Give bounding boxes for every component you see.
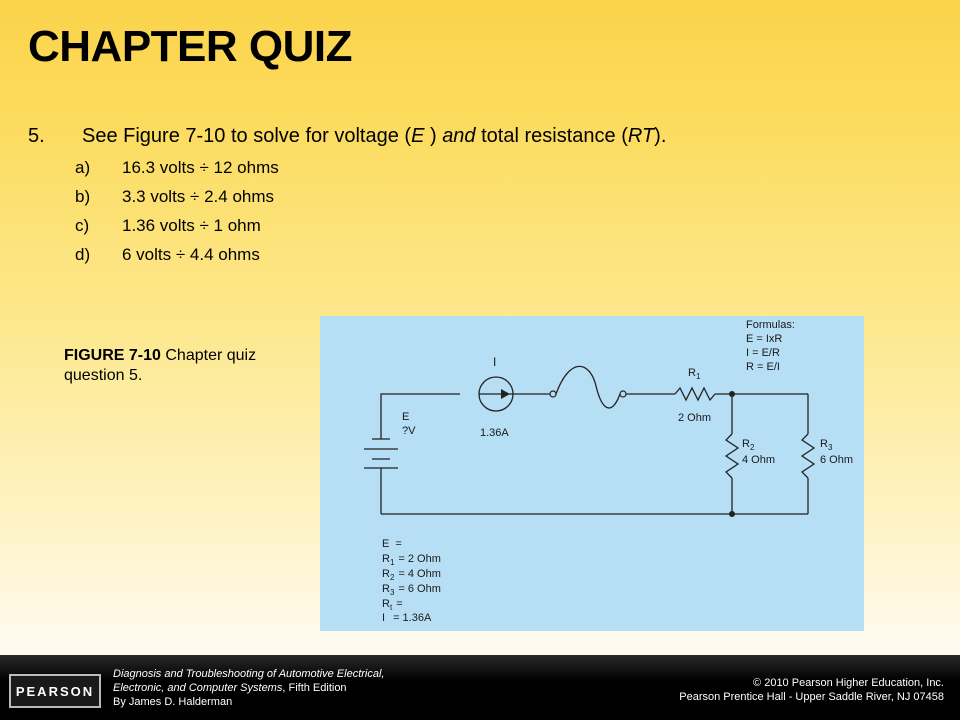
answer-text: 16.3 volts ÷ 12 ohms xyxy=(122,158,279,177)
circuit-diagram xyxy=(320,316,864,631)
circuit-figure xyxy=(320,316,864,631)
r1-value: 2 Ohm xyxy=(678,412,712,424)
battery-value: ?V xyxy=(402,425,416,437)
question-and: and xyxy=(442,125,476,147)
answer-option-b[interactable] xyxy=(75,186,279,215)
footer-bar xyxy=(0,655,960,720)
answer-option-c[interactable] xyxy=(75,215,279,244)
question-part: ) xyxy=(424,125,443,147)
junction-dot xyxy=(729,391,735,397)
formula-line: E = IxR xyxy=(746,333,783,345)
resistor-r1 xyxy=(675,388,715,400)
book-title-line2: Electronic, and Computer Systems xyxy=(113,682,283,694)
answer-option-a[interactable] xyxy=(75,157,279,186)
answer-list xyxy=(75,157,279,273)
question-number: 5. xyxy=(28,125,45,147)
ammeter-value: 1.36A xyxy=(480,427,509,439)
question-part: total resistance ( xyxy=(475,125,628,147)
given-item: E = xyxy=(382,538,402,550)
given-item: $R_2 = 4$ Ohm xyxy=(382,568,441,582)
formulas-title: Formulas: xyxy=(746,319,795,331)
copyright-line1: © 2010 Pearson Higher Education, Inc. xyxy=(753,677,944,689)
book-title-line1: Diagnosis and Troubleshooting of Automotive Electrical, xyxy=(113,668,385,680)
formula-line: R = E/I xyxy=(746,361,780,373)
fuse-symbol xyxy=(556,366,620,408)
copyright xyxy=(679,676,944,704)
answer-text: 6 volts ÷ 4.4 ohms xyxy=(122,245,260,264)
question-var-e: E xyxy=(411,125,425,147)
given-item: $R_t$ = xyxy=(382,598,403,612)
book-edition: , Fifth Edition xyxy=(282,682,347,694)
fuse-terminal xyxy=(620,391,626,397)
copyright-line2: Pearson Prentice Hall - Upper Saddle River, NJ 07458 xyxy=(679,691,944,703)
question-part: See Figure 7-10 to solve for voltage ( xyxy=(82,125,412,147)
ammeter-label: I xyxy=(493,355,497,369)
figure-caption-label: FIGURE 7-10 xyxy=(64,347,161,364)
book-author: By James D. Halderman xyxy=(113,696,233,708)
answer-letter: c) xyxy=(75,216,90,235)
resistor-r2 xyxy=(726,434,738,478)
r2-label: $R_2$ xyxy=(742,438,755,452)
question-var-rt: RT xyxy=(627,125,655,147)
given-item: $R_1 = 2$ Ohm xyxy=(382,553,441,567)
r2-value: 4 Ohm xyxy=(742,454,776,466)
r3-label: $R_3$ xyxy=(820,438,833,452)
wire-left-top xyxy=(381,394,460,439)
answer-option-d[interactable] xyxy=(75,244,279,273)
pearson-logo: PEARSON xyxy=(9,674,101,708)
figure-caption-text: Chapter quiz question 5. xyxy=(64,347,257,384)
answer-text: 1.36 volts ÷ 1 ohm xyxy=(122,216,261,235)
slide-title: CHAPTER QUIZ xyxy=(28,22,352,71)
ammeter-arrow-head xyxy=(501,389,510,399)
givens-list xyxy=(382,538,441,624)
answer-text: 3.3 volts ÷ 2.4 ohms xyxy=(122,187,275,206)
answer-letter: b) xyxy=(75,187,91,206)
answer-letter: a) xyxy=(75,158,91,177)
battery-label: E xyxy=(402,411,410,423)
book-info xyxy=(113,667,384,709)
given-item: I = 1.36A xyxy=(382,612,432,624)
junction-dot xyxy=(729,511,735,517)
fuse-terminal xyxy=(550,391,556,397)
question-part: ). xyxy=(654,125,667,147)
formula-line: I = E/R xyxy=(746,347,780,359)
resistor-r3 xyxy=(802,434,814,478)
r1-label: $R_1$ xyxy=(688,367,701,381)
r3-value: 6 Ohm xyxy=(820,454,854,466)
question-text xyxy=(28,125,928,148)
figure-caption xyxy=(64,346,294,386)
answer-letter: d) xyxy=(75,245,91,264)
given-item: $R_3 = 6$ Ohm xyxy=(382,583,441,597)
